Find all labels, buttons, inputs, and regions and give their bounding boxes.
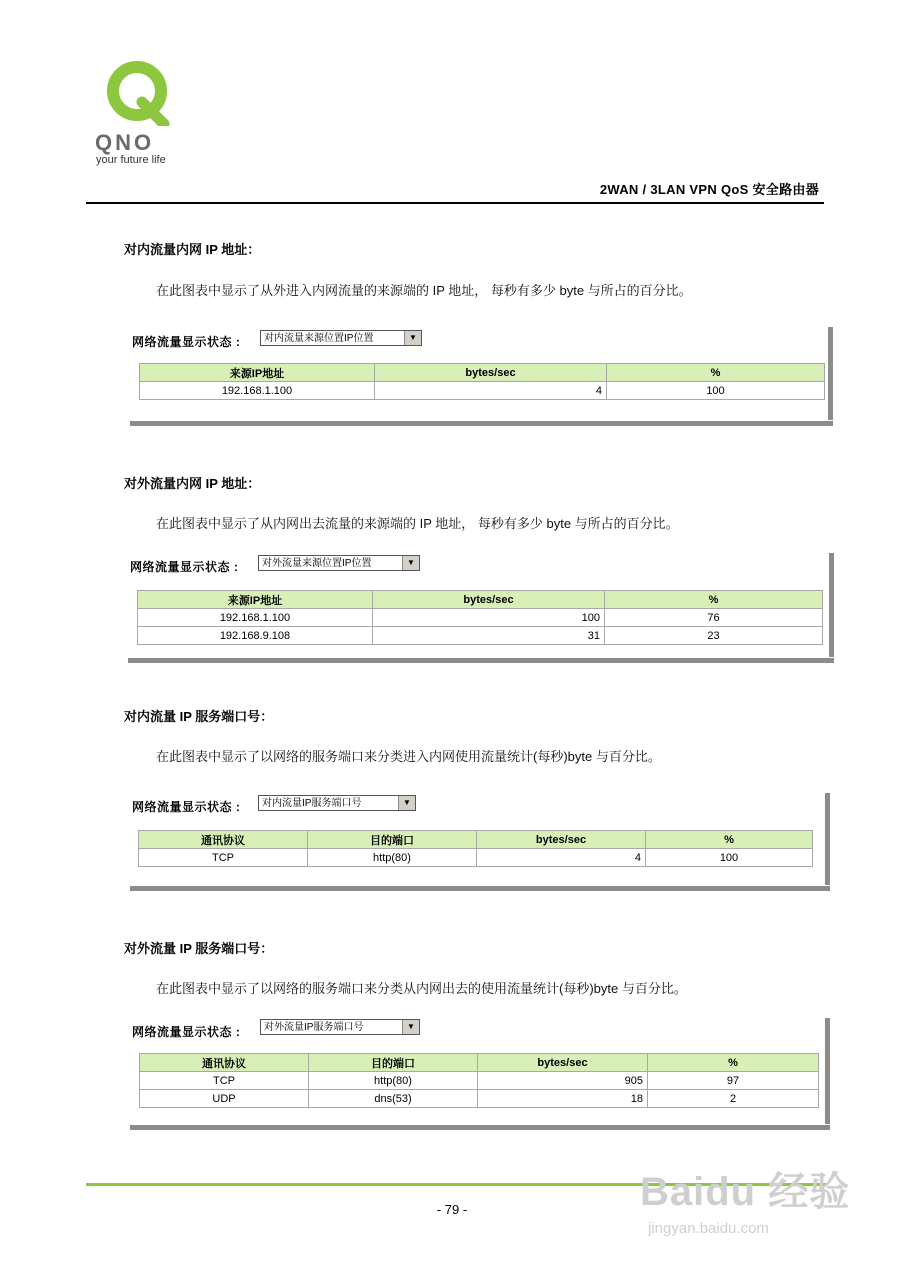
status-label: 网络流量显示状态 : — [132, 335, 241, 349]
section-description: 在此图表中显示了以网络的服务端口来分类进入内网使用流量统计(每秒)byte 与百分比。 — [156, 749, 661, 764]
table-row — [138, 609, 823, 627]
qno-logo-icon — [104, 60, 170, 126]
section-heading: 对内流量内网 IP 地址： — [124, 242, 261, 257]
column-header: 目的端口 — [308, 831, 477, 849]
cell-protocol: TCP — [140, 1072, 309, 1090]
column-header: bytes/sec — [375, 364, 607, 382]
cell-ip: 192.168.1.100 — [140, 382, 375, 400]
column-header: 来源IP地址 — [140, 364, 375, 382]
traffic-panel — [130, 1018, 830, 1130]
status-label: 网络流量显示状态 : — [132, 1025, 241, 1039]
table-row — [138, 627, 823, 645]
traffic-display-select[interactable]: 对内流量IP服务端口号 ▼ — [258, 795, 416, 811]
column-header: % — [646, 831, 813, 849]
table-row — [140, 382, 825, 400]
baidu-watermark: Baidu 经验 — [640, 1170, 851, 1214]
traffic-table — [138, 830, 813, 867]
table-row — [139, 849, 813, 867]
cell-percent: 100 — [646, 849, 813, 867]
traffic-panel — [130, 793, 830, 891]
traffic-table — [137, 590, 823, 645]
header-divider — [86, 202, 824, 204]
cell-ip: 192.168.9.108 — [138, 627, 373, 645]
traffic-display-select[interactable]: 对外流量IP服务端口号 ▼ — [260, 1019, 420, 1035]
cell-bytes: 4 — [375, 382, 607, 400]
traffic-display-select[interactable]: 对外流量来源位置IP位置 ▼ — [258, 555, 420, 571]
column-header: % — [607, 364, 825, 382]
chevron-down-icon: ▼ — [398, 796, 415, 810]
section-description: 在此图表中显示了从外进入内网流量的来源端的 IP 地址， 每秒有多少 byte 与所占的百分比。 — [156, 283, 692, 298]
cell-percent: 100 — [607, 382, 825, 400]
cell-percent: 76 — [605, 609, 823, 627]
cell-port: dns(53) — [309, 1090, 478, 1108]
chevron-down-icon: ▼ — [402, 556, 419, 570]
traffic-display-select[interactable]: 对内流量来源位置IP位置 ▼ — [260, 330, 422, 346]
section-heading: 对外流量 IP 服务端口号： — [124, 941, 274, 956]
column-header: 通讯协议 — [139, 831, 308, 849]
cell-percent: 2 — [648, 1090, 819, 1108]
cell-bytes: 905 — [478, 1072, 648, 1090]
logo-tagline: your future life — [96, 154, 166, 166]
column-header: 目的端口 — [309, 1054, 478, 1072]
traffic-panel — [130, 327, 833, 426]
table-row — [140, 1090, 819, 1108]
cell-bytes: 18 — [478, 1090, 648, 1108]
cell-bytes: 31 — [373, 627, 605, 645]
traffic-table — [139, 363, 825, 400]
cell-protocol: UDP — [140, 1090, 309, 1108]
column-header: bytes/sec — [478, 1054, 648, 1072]
table-row — [140, 1072, 819, 1090]
status-label: 网络流量显示状态 : — [130, 560, 239, 574]
section-heading: 对外流量内网 IP 地址： — [124, 476, 261, 491]
baidu-watermark-url: jingyan.baidu.com — [648, 1220, 769, 1237]
logo-wordmark: QNO — [95, 130, 155, 155]
chevron-down-icon: ▼ — [404, 331, 421, 345]
cell-port: http(80) — [308, 849, 477, 867]
section-description: 在此图表中显示了以网络的服务端口来分类从内网出去的使用流量统计(每秒)byte 与百分比。 — [156, 981, 687, 996]
chevron-down-icon: ▼ — [402, 1020, 419, 1034]
traffic-panel — [128, 553, 834, 663]
column-header: % — [605, 591, 823, 609]
section-description: 在此图表中显示了从内网出去流量的来源端的 IP 地址， 每秒有多少 byte 与所占的百分比。 — [156, 516, 679, 531]
column-header: 来源IP地址 — [138, 591, 373, 609]
column-header: bytes/sec — [373, 591, 605, 609]
column-header: bytes/sec — [477, 831, 646, 849]
page-number: - 79 - — [436, 1202, 468, 1217]
cell-ip: 192.168.1.100 — [138, 609, 373, 627]
column-header: % — [648, 1054, 819, 1072]
column-header: 通讯协议 — [140, 1054, 309, 1072]
cell-port: http(80) — [309, 1072, 478, 1090]
cell-protocol: TCP — [139, 849, 308, 867]
traffic-table — [139, 1053, 819, 1108]
cell-bytes: 4 — [477, 849, 646, 867]
cell-percent: 23 — [605, 627, 823, 645]
cell-percent: 97 — [648, 1072, 819, 1090]
status-label: 网络流量显示状态 : — [132, 800, 241, 814]
cell-bytes: 100 — [373, 609, 605, 627]
section-heading: 对内流量 IP 服务端口号： — [124, 709, 274, 724]
document-title: 2WAN / 3LAN VPN QoS 安全路由器 — [599, 182, 819, 197]
